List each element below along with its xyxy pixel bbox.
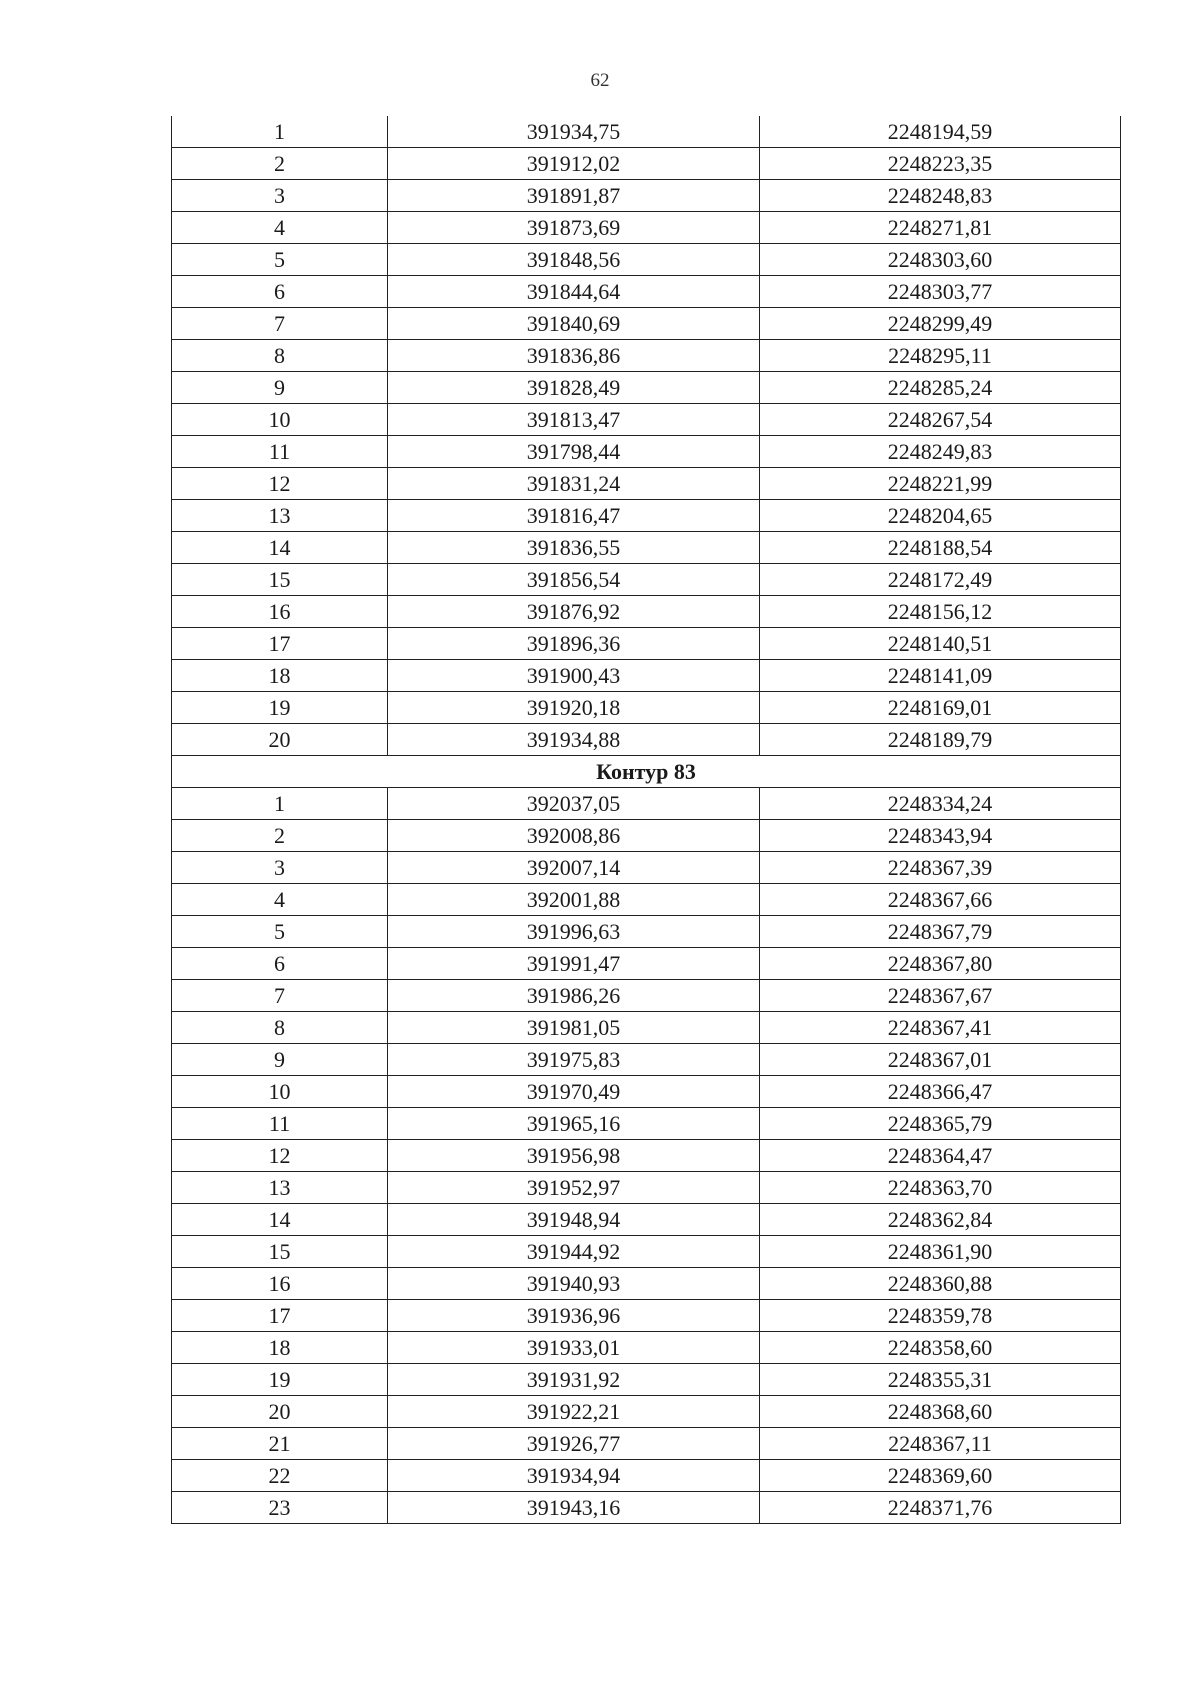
table-row [172,628,1121,660]
y-coordinate-cell: 2248369,60 [760,1460,1121,1492]
y-coordinate-cell: 2248363,70 [760,1172,1121,1204]
point-number-cell: 14 [172,1204,388,1236]
point-number-cell: 3 [172,852,388,884]
point-number-cell: 2 [172,820,388,852]
point-number-cell: 15 [172,1236,388,1268]
x-coordinate-cell: 391981,05 [388,1012,760,1044]
x-coordinate-cell: 391900,43 [388,660,760,692]
table-row [172,1268,1121,1300]
table-row [172,820,1121,852]
x-coordinate-cell: 391798,44 [388,436,760,468]
x-coordinate-cell: 391856,54 [388,564,760,596]
point-number-cell: 16 [172,1268,388,1300]
y-coordinate-cell: 2248367,11 [760,1428,1121,1460]
table-row [172,244,1121,276]
point-number-cell: 6 [172,948,388,980]
point-number-cell: 10 [172,404,388,436]
table-row [172,468,1121,500]
x-coordinate-cell: 391840,69 [388,308,760,340]
point-number-cell: 11 [172,436,388,468]
x-coordinate-cell: 391934,94 [388,1460,760,1492]
x-coordinate-cell: 391936,96 [388,1300,760,1332]
point-number-cell: 8 [172,1012,388,1044]
table-row [172,1172,1121,1204]
table-row [172,1076,1121,1108]
x-coordinate-cell: 391891,87 [388,180,760,212]
point-number-cell: 11 [172,1108,388,1140]
table-row [172,1428,1121,1460]
table-row [172,404,1121,436]
point-number-cell: 19 [172,692,388,724]
section-title-row [172,756,1121,788]
y-coordinate-cell: 2248172,49 [760,564,1121,596]
table-row [172,596,1121,628]
point-number-cell: 16 [172,596,388,628]
y-coordinate-cell: 2248223,35 [760,148,1121,180]
table-row [172,308,1121,340]
y-coordinate-cell: 2248368,60 [760,1396,1121,1428]
table-row [172,692,1121,724]
table-row [172,1108,1121,1140]
x-coordinate-cell: 391991,47 [388,948,760,980]
y-coordinate-cell: 2248141,09 [760,660,1121,692]
x-coordinate-cell: 391956,98 [388,1140,760,1172]
y-coordinate-cell: 2248295,11 [760,340,1121,372]
x-coordinate-cell: 391836,55 [388,532,760,564]
y-coordinate-cell: 2248358,60 [760,1332,1121,1364]
y-coordinate-cell: 2248271,81 [760,212,1121,244]
y-coordinate-cell: 2248365,79 [760,1108,1121,1140]
coordinates-table-body [172,116,1121,1524]
x-coordinate-cell: 391965,16 [388,1108,760,1140]
y-coordinate-cell: 2248188,54 [760,532,1121,564]
point-number-cell: 6 [172,276,388,308]
point-number-cell: 9 [172,1044,388,1076]
point-number-cell: 21 [172,1428,388,1460]
table-row [172,116,1121,148]
section-title: Контур 83 [172,756,1121,788]
y-coordinate-cell: 2248355,31 [760,1364,1121,1396]
table-row [172,884,1121,916]
x-coordinate-cell: 391896,36 [388,628,760,660]
table-row [172,212,1121,244]
table-row [172,340,1121,372]
y-coordinate-cell: 2248367,66 [760,884,1121,916]
table-row [172,180,1121,212]
point-number-cell: 12 [172,1140,388,1172]
point-number-cell: 13 [172,1172,388,1204]
x-coordinate-cell: 391873,69 [388,212,760,244]
coordinates-table [171,116,1121,1524]
x-coordinate-cell: 391940,93 [388,1268,760,1300]
x-coordinate-cell: 391848,56 [388,244,760,276]
y-coordinate-cell: 2248371,76 [760,1492,1121,1524]
point-number-cell: 3 [172,180,388,212]
y-coordinate-cell: 2248366,47 [760,1076,1121,1108]
table-row [172,788,1121,820]
y-coordinate-cell: 2248303,77 [760,276,1121,308]
table-row [172,724,1121,756]
y-coordinate-cell: 2248334,24 [760,788,1121,820]
y-coordinate-cell: 2248359,78 [760,1300,1121,1332]
table-row [172,1300,1121,1332]
page-number: 62 [590,70,610,91]
table-row [172,1044,1121,1076]
y-coordinate-cell: 2248360,88 [760,1268,1121,1300]
point-number-cell: 14 [172,532,388,564]
y-coordinate-cell: 2248221,99 [760,468,1121,500]
x-coordinate-cell: 391831,24 [388,468,760,500]
point-number-cell: 1 [172,788,388,820]
y-coordinate-cell: 2248204,65 [760,500,1121,532]
x-coordinate-cell: 391933,01 [388,1332,760,1364]
point-number-cell: 23 [172,1492,388,1524]
table-row [172,948,1121,980]
point-number-cell: 15 [172,564,388,596]
x-coordinate-cell: 391844,64 [388,276,760,308]
x-coordinate-cell: 391934,75 [388,116,760,148]
table-row [172,980,1121,1012]
table-row [172,1204,1121,1236]
table-row [172,916,1121,948]
x-coordinate-cell: 391986,26 [388,980,760,1012]
x-coordinate-cell: 391952,97 [388,1172,760,1204]
point-number-cell: 1 [172,116,388,148]
x-coordinate-cell: 391996,63 [388,916,760,948]
point-number-cell: 2 [172,148,388,180]
y-coordinate-cell: 2248367,39 [760,852,1121,884]
point-number-cell: 9 [172,372,388,404]
point-number-cell: 8 [172,340,388,372]
y-coordinate-cell: 2248343,94 [760,820,1121,852]
table-row [172,372,1121,404]
point-number-cell: 5 [172,916,388,948]
table-row [172,564,1121,596]
x-coordinate-cell: 392001,88 [388,884,760,916]
table-row [172,1460,1121,1492]
y-coordinate-cell: 2248367,79 [760,916,1121,948]
table-row [172,1236,1121,1268]
x-coordinate-cell: 392007,14 [388,852,760,884]
x-coordinate-cell: 391948,94 [388,1204,760,1236]
y-coordinate-cell: 2248169,01 [760,692,1121,724]
x-coordinate-cell: 391876,92 [388,596,760,628]
table-row [172,1364,1121,1396]
x-coordinate-cell: 391934,88 [388,724,760,756]
y-coordinate-cell: 2248362,84 [760,1204,1121,1236]
x-coordinate-cell: 391926,77 [388,1428,760,1460]
y-coordinate-cell: 2248140,51 [760,628,1121,660]
point-number-cell: 7 [172,980,388,1012]
table-row [172,852,1121,884]
table-row [172,500,1121,532]
y-coordinate-cell: 2248364,47 [760,1140,1121,1172]
table-row [172,1140,1121,1172]
point-number-cell: 4 [172,212,388,244]
x-coordinate-cell: 391912,02 [388,148,760,180]
y-coordinate-cell: 2248248,83 [760,180,1121,212]
x-coordinate-cell: 391975,83 [388,1044,760,1076]
point-number-cell: 18 [172,1332,388,1364]
y-coordinate-cell: 2248367,67 [760,980,1121,1012]
table-row [172,1332,1121,1364]
point-number-cell: 7 [172,308,388,340]
x-coordinate-cell: 392037,05 [388,788,760,820]
y-coordinate-cell: 2248194,59 [760,116,1121,148]
x-coordinate-cell: 391931,92 [388,1364,760,1396]
y-coordinate-cell: 2248285,24 [760,372,1121,404]
point-number-cell: 20 [172,1396,388,1428]
x-coordinate-cell: 391944,92 [388,1236,760,1268]
point-number-cell: 19 [172,1364,388,1396]
point-number-cell: 13 [172,500,388,532]
point-number-cell: 20 [172,724,388,756]
y-coordinate-cell: 2248189,79 [760,724,1121,756]
y-coordinate-cell: 2248267,54 [760,404,1121,436]
table-row [172,276,1121,308]
point-number-cell: 17 [172,1300,388,1332]
x-coordinate-cell: 391943,16 [388,1492,760,1524]
point-number-cell: 22 [172,1460,388,1492]
table-row [172,148,1121,180]
table-row [172,1396,1121,1428]
y-coordinate-cell: 2248299,49 [760,308,1121,340]
y-coordinate-cell: 2248303,60 [760,244,1121,276]
x-coordinate-cell: 391813,47 [388,404,760,436]
point-number-cell: 12 [172,468,388,500]
table-row [172,1492,1121,1524]
x-coordinate-cell: 391828,49 [388,372,760,404]
table-row [172,532,1121,564]
x-coordinate-cell: 391920,18 [388,692,760,724]
table-row [172,1012,1121,1044]
y-coordinate-cell: 2248249,83 [760,436,1121,468]
y-coordinate-cell: 2248361,90 [760,1236,1121,1268]
y-coordinate-cell: 2248156,12 [760,596,1121,628]
point-number-cell: 5 [172,244,388,276]
x-coordinate-cell: 391922,21 [388,1396,760,1428]
table-row [172,660,1121,692]
y-coordinate-cell: 2248367,80 [760,948,1121,980]
x-coordinate-cell: 392008,86 [388,820,760,852]
point-number-cell: 4 [172,884,388,916]
point-number-cell: 10 [172,1076,388,1108]
x-coordinate-cell: 391836,86 [388,340,760,372]
table-row [172,436,1121,468]
point-number-cell: 18 [172,660,388,692]
x-coordinate-cell: 391816,47 [388,500,760,532]
x-coordinate-cell: 391970,49 [388,1076,760,1108]
point-number-cell: 17 [172,628,388,660]
y-coordinate-cell: 2248367,41 [760,1012,1121,1044]
y-coordinate-cell: 2248367,01 [760,1044,1121,1076]
